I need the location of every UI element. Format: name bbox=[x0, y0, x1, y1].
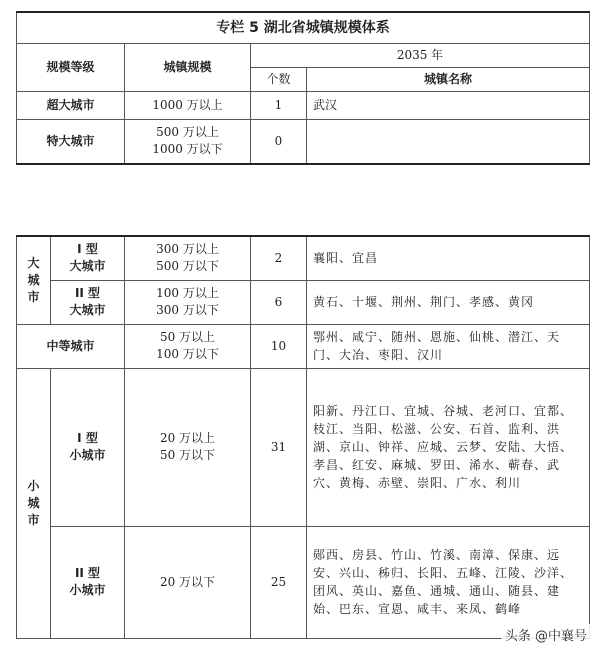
group-small-city: 小 城 市 bbox=[17, 368, 51, 638]
names-cell: 鄂州、咸宁、随州、恩施、仙桃、潜江、天门、大冶、枣阳、汉川 bbox=[307, 324, 590, 368]
scale-cell: 300 万以上 500 万以下 bbox=[125, 236, 251, 280]
table-row bbox=[17, 526, 590, 638]
table-row bbox=[17, 280, 590, 324]
count-cell: 2 bbox=[251, 236, 307, 280]
count-cell: 10 bbox=[251, 324, 307, 368]
table-row bbox=[17, 92, 590, 120]
names-cell: 襄阳、宜昌 bbox=[307, 236, 590, 280]
header-scale: 城镇规模 bbox=[125, 44, 251, 92]
names-cell: 武汉 bbox=[307, 92, 590, 120]
table-row bbox=[17, 368, 590, 526]
scale-cell: 20 万以上 50 万以下 bbox=[125, 368, 251, 526]
count-cell: 0 bbox=[251, 120, 307, 164]
scale-cell: 20 万以下 bbox=[125, 526, 251, 638]
scale-cell: 1000 万以上 bbox=[125, 92, 251, 120]
table-title: 专栏 5 湖北省城镇规模体系 bbox=[17, 12, 590, 44]
header-year: 2035 年 bbox=[251, 44, 590, 68]
group-big-city: 大 城 市 bbox=[17, 236, 51, 324]
count-cell: 31 bbox=[251, 368, 307, 526]
header-grade: 规模等级 bbox=[17, 44, 125, 92]
names-cell bbox=[307, 120, 590, 164]
type-cell: II 型 大城市 bbox=[51, 280, 125, 324]
grade-cell: 特大城市 bbox=[17, 120, 125, 164]
type-cell: II 型 小城市 bbox=[51, 526, 125, 638]
city-scale-table-bottom bbox=[16, 235, 590, 639]
names-cell: 黄石、十堰、荆州、荆门、孝感、黄冈 bbox=[307, 280, 590, 324]
names-cell: 阳新、丹江口、宜城、谷城、老河口、宜都、枝江、当阳、松滋、公安、石首、监利、洪湖、京山、钟祥、应城、云梦、安陆、大悟、孝昌、红安、麻城、罗田、浠水、蕲春、武穴、黄梅、赤壁、崇阳、广水、利川 bbox=[307, 368, 590, 526]
table-row bbox=[17, 236, 590, 280]
scale-cell: 100 万以上 300 万以下 bbox=[125, 280, 251, 324]
names-cell: 郧西、房县、竹山、竹溪、南漳、保康、远安、兴山、秭归、长阳、五峰、江陵、沙洋、团风、英山、嘉鱼、通城、通山、随县、建始、巴东、宣恩、咸丰、来凤、鹤峰 bbox=[307, 526, 590, 638]
count-cell: 25 bbox=[251, 526, 307, 638]
watermark: 头条 @中襄号 bbox=[501, 624, 591, 645]
grade-medium-city: 中等城市 bbox=[17, 324, 125, 368]
type-cell: I 型 小城市 bbox=[51, 368, 125, 526]
scale-cell: 50 万以上 100 万以下 bbox=[125, 324, 251, 368]
count-cell: 6 bbox=[251, 280, 307, 324]
city-scale-table-top bbox=[16, 11, 590, 165]
grade-cell: 超大城市 bbox=[17, 92, 125, 120]
count-cell: 1 bbox=[251, 92, 307, 120]
header-count: 个数 bbox=[251, 68, 307, 92]
table-row bbox=[17, 324, 590, 368]
scale-cell: 500 万以上 1000 万以下 bbox=[125, 120, 251, 164]
header-names: 城镇名称 bbox=[307, 68, 590, 92]
type-cell: I 型 大城市 bbox=[51, 236, 125, 280]
table-row bbox=[17, 120, 590, 164]
